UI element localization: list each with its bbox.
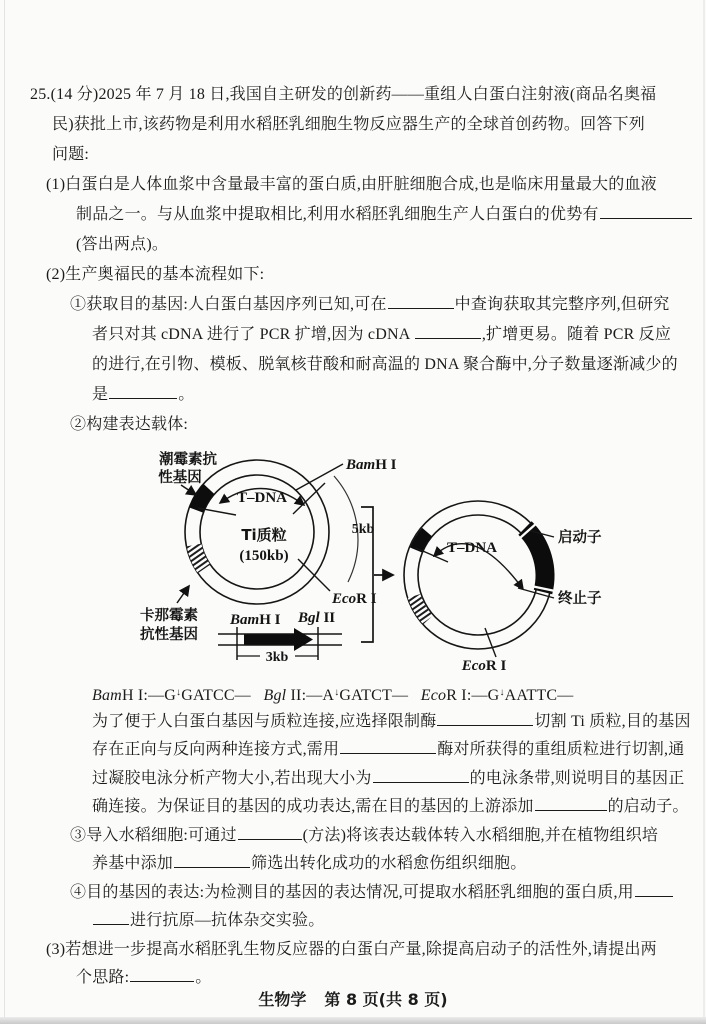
terminator-label: 终止子 <box>558 591 602 607</box>
blank-underline <box>340 750 436 754</box>
kanamycin-label-line1: 卡那霉素 <box>140 608 198 624</box>
text-run: (方法)将该表达载体转入水稻细胞,并在植物组织培 <box>302 826 659 844</box>
blank-underline <box>415 335 481 339</box>
inserted-gene-segment <box>525 528 545 592</box>
text-run: GATCT— <box>339 687 421 704</box>
text-run: 问题: <box>52 146 90 163</box>
bamhi-site-label: BamH I <box>346 457 397 473</box>
kanamycin-label-line2: 抗性基因 <box>140 627 198 643</box>
five-kb-label: 5kb <box>351 522 375 537</box>
text-run: ②构建表达载体: <box>70 416 189 433</box>
text-line <box>0 793 706 822</box>
text-line <box>0 879 706 908</box>
blank-underline <box>238 836 302 840</box>
scan-edge-bottom <box>0 1017 706 1024</box>
text-run: 过凝胶电泳分析产物大小,若出现大小为 <box>92 769 372 787</box>
text-run: 筛选出转化成功的水稻愈伤组织细胞。 <box>251 855 527 872</box>
blank-underline <box>388 305 454 309</box>
text-line <box>0 679 706 708</box>
blank-underline <box>109 395 177 399</box>
text-line <box>0 140 706 170</box>
hygromycin-label-line2: 性基因 <box>158 470 202 486</box>
hygromycin-arrow <box>181 485 196 495</box>
blank-underline <box>130 978 194 982</box>
text-run: ③导入水稻细胞:可通过 <box>70 826 237 844</box>
tdna-label: T–DNA <box>236 490 288 506</box>
fragment-bglii-label: Bgl II <box>298 610 336 626</box>
text-line <box>0 230 706 260</box>
text-run: ①获取目的基因:人白蛋白基因序列已知,可在 <box>70 296 387 313</box>
blank-underline <box>93 921 129 925</box>
text-run: 的启动子。 <box>607 798 689 815</box>
plasmid-diagram <box>80 440 706 679</box>
text-run: AATTC— <box>504 687 574 704</box>
text-line <box>0 907 706 936</box>
text-run: (1)白蛋白是人体血浆中含量最丰富的蛋白质,由肝脏细胞合成,也是临床用量最大的血液 <box>46 176 657 193</box>
italic-text-run: Bgl <box>263 687 287 704</box>
text-line <box>0 765 706 794</box>
text-line <box>0 736 706 765</box>
text-run: (答出两点)。 <box>76 236 169 253</box>
text-run: H I:—G <box>121 687 177 704</box>
text-run: II:—A <box>286 687 335 704</box>
gene-fragment <box>218 610 342 665</box>
cut-site-arrow: ↓ <box>176 687 182 698</box>
footer-page-info: 第 8 页(共 8 页) <box>324 990 448 1009</box>
blank-underline <box>600 215 692 219</box>
text-run: (3)若想进一步提高水稻胚乳生物反应器的白蛋白产量,除提高启动子的活性外,请提出两 <box>46 940 657 958</box>
text-run: 的进行,在引物、模板、脱氧核苷酸和耐高温的 DNA 聚合酶中,分子数量逐渐减少的 <box>92 356 678 373</box>
hygromycin-label-line1: 潮霉素抗 <box>159 452 217 468</box>
text-run: ④目的基因的表达:为检测目的基因的表达情况,可提取水稻胚乳细胞的蛋白质,用 <box>70 883 634 901</box>
recombinant-inner-ring <box>418 515 538 635</box>
text-run: 25.(14 分)2025 年 7 月 18 日,我国自主研发的创新药——重组人白蛋白注射液(商品名奥福 <box>30 86 657 103</box>
blank-underline <box>174 864 250 868</box>
text-run: 民)获批上市,该药物是利用水稻胚乳细胞生物反应器生产的全球首创药物。回答下列 <box>52 116 645 133</box>
text-run: R I:—G <box>446 687 500 704</box>
footer-subject: 生物学 <box>258 990 307 1009</box>
text-run: 。 <box>178 386 195 403</box>
text-line <box>0 200 706 230</box>
page-footer <box>0 987 706 1010</box>
kanamycin-arrow <box>177 586 189 603</box>
blank-underline <box>437 722 533 726</box>
fragment-bamhi-label: BamH I <box>230 612 281 628</box>
text-run: 者只对其 cDNA 进行了 PCR 扩增,因为 cDNA <box>92 326 414 343</box>
text-run: 进行抗原—抗体杂交实验。 <box>130 912 325 929</box>
recombinant-plasmid <box>404 501 602 674</box>
text-run: 存在正向与反向两种连接方式,需用 <box>92 741 340 758</box>
text-run: 的电泳条带,则说明目的基因正 <box>469 769 685 787</box>
text-line <box>0 260 706 290</box>
ecori-site-line <box>298 559 330 591</box>
text-run: 个思路: <box>76 969 130 986</box>
blank-underline <box>373 779 469 783</box>
text-run: 确连接。为保证目的基因的成功表达,需在目的基因的上游添加 <box>92 798 534 815</box>
blank-underline <box>635 893 673 897</box>
text-line <box>0 822 706 851</box>
text-run: 酶对所获得的重组质粒进行切割,通 <box>437 741 685 758</box>
text-run: 中查询获取其完整序列,但研究 <box>454 296 670 313</box>
text-line <box>0 708 706 737</box>
recombinant-ecori-label: EcoR I <box>461 658 507 674</box>
cut-site-arrow: ↓ <box>334 687 340 698</box>
text-run: 制品之一。与从血浆中提取相比,利用水稻胚乳细胞生产人白蛋白的优势有 <box>76 206 599 223</box>
blank-underline <box>535 807 607 811</box>
question-lines-top <box>0 80 706 440</box>
text-run: ,扩增更易。随着 PCR 反应 <box>481 326 672 343</box>
text-run: (2)生产奥福民的基本流程如下: <box>46 266 265 283</box>
italic-text-run: Bam <box>92 687 122 704</box>
ecori-site-label: EcoR I <box>332 591 377 607</box>
cut-site-arrow: ↓ <box>499 687 505 698</box>
question-lines-bottom <box>0 679 706 993</box>
italic-text-run: Eco <box>420 687 447 704</box>
text-line <box>0 410 706 440</box>
text-run: 切割 Ti 质粒,目的基因 <box>534 712 691 730</box>
three-kb-label: 3kb <box>265 650 289 665</box>
gene-direction-arrow <box>244 628 313 651</box>
text-line <box>0 936 706 965</box>
text-run: 是 <box>92 386 109 403</box>
plasmid-diagram-svg <box>80 440 640 674</box>
text-run: GATCC— <box>181 687 264 704</box>
text-run: 。 <box>195 969 212 986</box>
text-run: 为了便于人白蛋白基因与质粒连接,应选择限制酶 <box>92 712 437 730</box>
text-line <box>0 850 706 879</box>
kanamycin-gene-segment <box>194 545 204 569</box>
text-line <box>0 170 706 200</box>
text-line <box>0 380 706 410</box>
text-line <box>0 80 706 110</box>
text-line <box>0 290 706 320</box>
text-line <box>0 320 706 350</box>
text-line <box>0 110 706 140</box>
text-line <box>0 350 706 380</box>
ti-plasmid-name: Ti质粒 <box>241 526 287 544</box>
ti-plasmid-size: (150kb) <box>239 548 289 564</box>
promoter-label: 启动子 <box>558 530 602 546</box>
text-run: 养基中添加 <box>92 855 174 872</box>
recombinant-tdna-label: T–DNA <box>446 540 498 556</box>
hygromycin-gene-segment <box>196 489 209 510</box>
